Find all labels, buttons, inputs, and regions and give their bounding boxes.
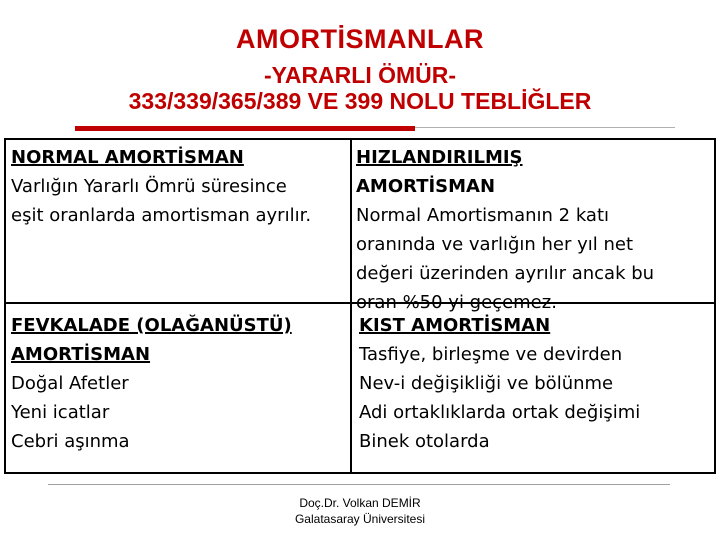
normal-text-line-2: eşit oranlarda amortisman ayrılır. bbox=[11, 205, 312, 226]
list-item: Cebri aşınma bbox=[11, 431, 130, 452]
accelerated-heading-2: AMORTİSMAN bbox=[356, 176, 496, 197]
cell-extraordinary-amortization bbox=[11, 311, 351, 456]
extraordinary-heading-2: AMORTİSMAN bbox=[11, 344, 151, 365]
cell-partial-amortization bbox=[359, 311, 709, 456]
title-divider-thin bbox=[415, 127, 675, 128]
list-item: Nev-i değişikliği ve bölünme bbox=[359, 373, 614, 394]
footer-author: Doç.Dr. Volkan DEMİR bbox=[299, 496, 421, 510]
footer-divider bbox=[48, 484, 670, 485]
accelerated-text-line-1: Normal Amortismanın 2 katı bbox=[356, 205, 610, 226]
accelerated-text-line-2: oranında ve varlığın her yıl net bbox=[356, 234, 634, 255]
page-subtitle: -YARARLI ÖMÜR- bbox=[263, 62, 457, 88]
accelerated-text-line-3: değeri üzerinden ayrılır ancak bu bbox=[356, 263, 655, 284]
footer-institution: Galatasaray Üniversitesi bbox=[294, 512, 426, 526]
list-item: Doğal Afetler bbox=[11, 373, 129, 394]
page-subtitle-regulations: 333/339/365/389 VE 399 NOLU TEBLİĞLER bbox=[128, 88, 592, 114]
list-item: Yeni icatlar bbox=[11, 402, 110, 423]
list-item: Binek otolarda bbox=[359, 431, 490, 452]
accelerated-text-line-4: oran %50 yi geçemez. bbox=[356, 292, 557, 313]
page-title: AMORTİSMANLAR bbox=[236, 24, 484, 54]
normal-text-line-1: Varlığın Yararlı Ömrü süresince bbox=[11, 176, 287, 197]
amortization-table bbox=[4, 138, 716, 474]
extraordinary-heading-1: FEVKALADE (OLAĞANÜSTÜ) bbox=[11, 315, 292, 336]
title-divider-thick bbox=[75, 126, 415, 131]
cell-normal-amortization bbox=[11, 143, 351, 230]
partial-heading: KIST AMORTİSMAN bbox=[359, 315, 551, 336]
list-item: Adi ortaklıklarda ortak değişimi bbox=[359, 402, 641, 423]
normal-heading: NORMAL AMORTİSMAN bbox=[11, 147, 244, 168]
accelerated-heading-1: HIZLANDIRILMIŞ bbox=[356, 147, 523, 168]
cell-accelerated-amortization bbox=[356, 143, 706, 317]
list-item: Tasfiye, birleşme ve devirden bbox=[359, 344, 623, 365]
